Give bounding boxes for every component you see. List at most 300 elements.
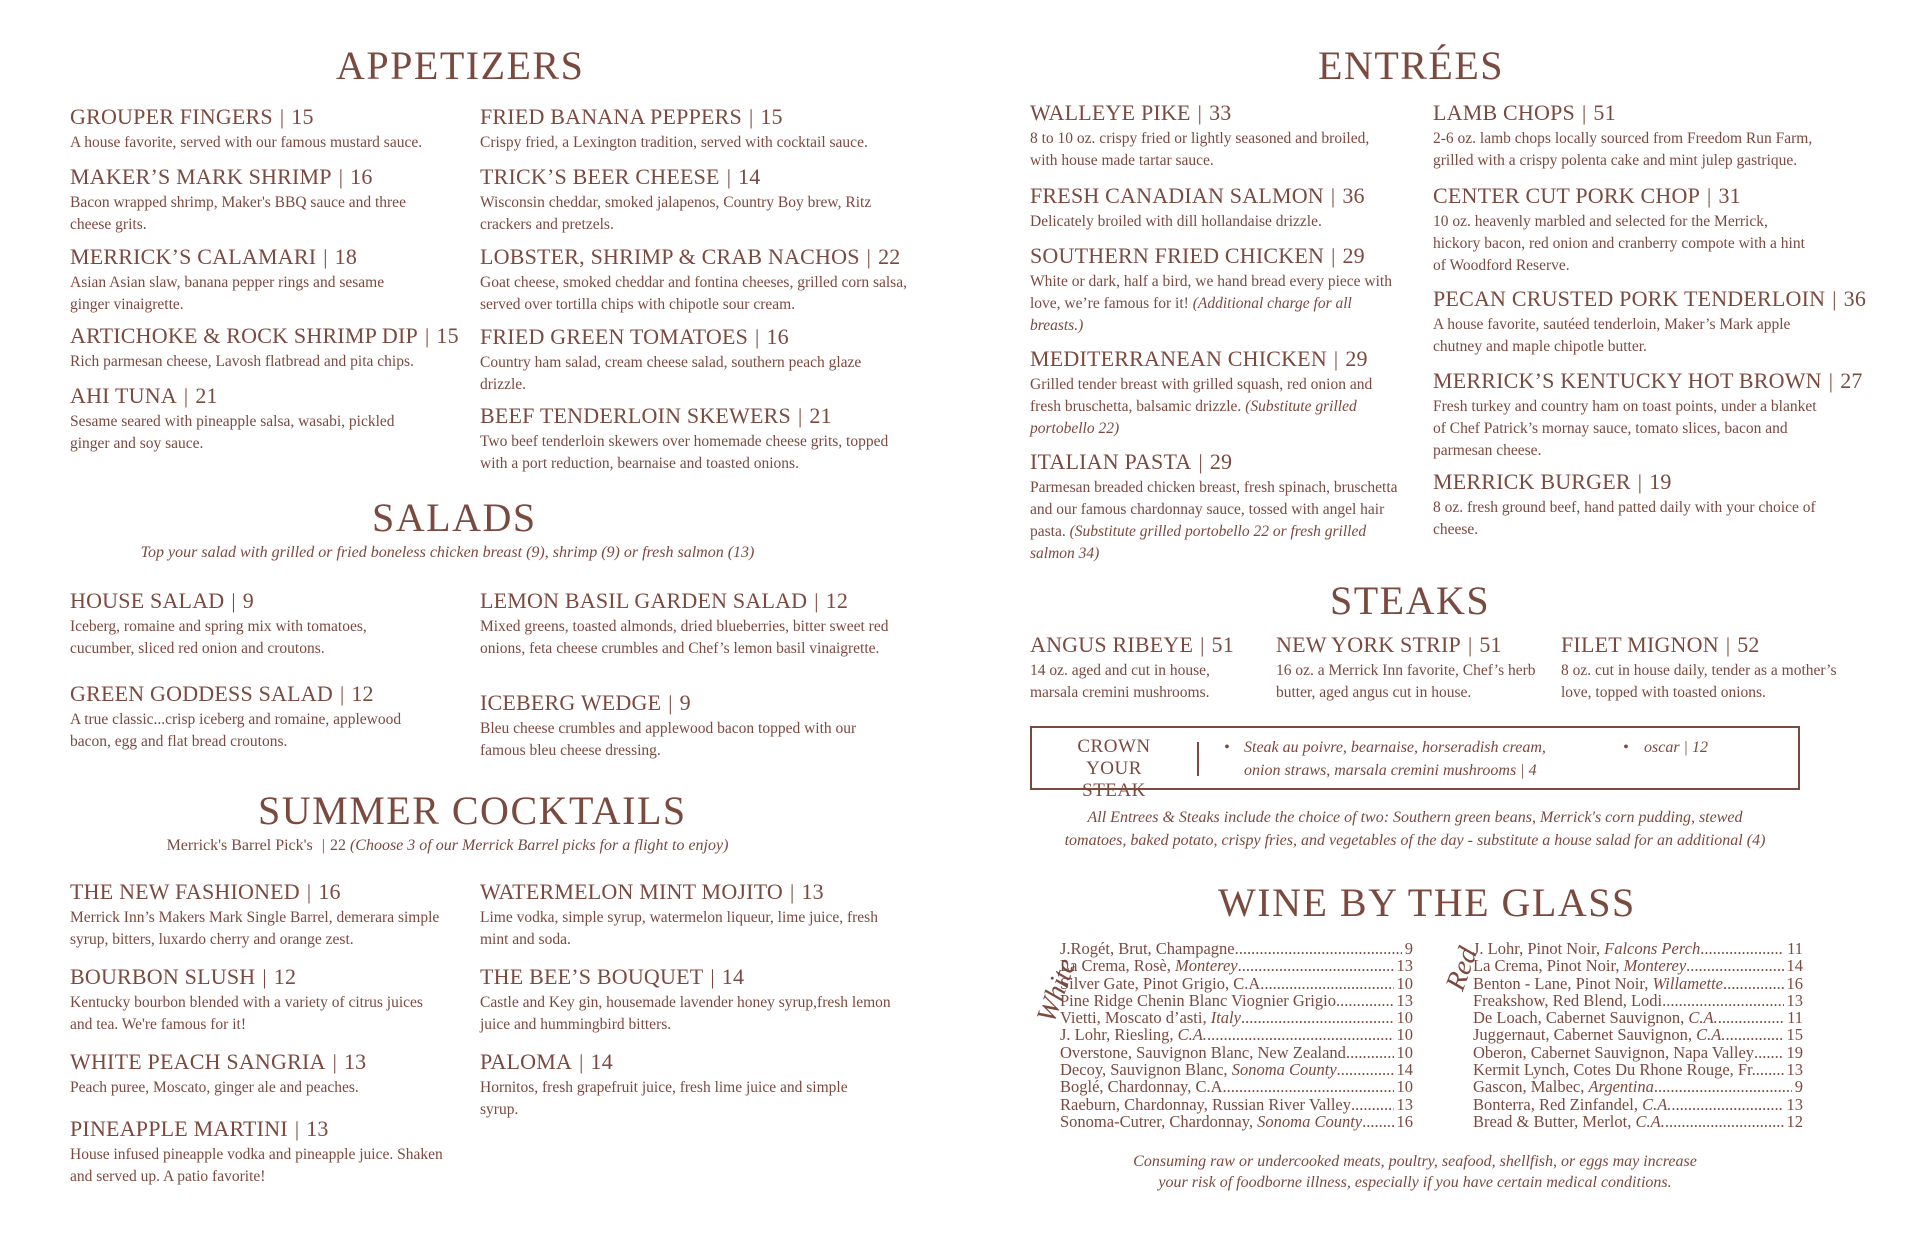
wine-leader-dots [1346,1044,1394,1061]
wine-price: 13 [1396,1094,1413,1114]
menu-item-price: 19 [1649,469,1672,494]
sides-note-line-2: tomatoes, baked potato, crispy fries, and vegetables of the day - substitute a house salad for an additional (4) [1064,832,1766,849]
wine-red-row [1473,1078,1803,1095]
wine-name: Silver Gate, Pinot Grigio, C.A. [1060,973,1265,993]
wine-name: Vietti, Moscato d’asti, Italy [1060,1008,1241,1028]
menu-item-description-text: 2-6 oz. lamb chops locally sourced from Freedom Run Farm, grilled with a crispy polenta cake and mint julep gastrique. [1433,130,1813,169]
menu-item-description-text: A house favorite, served with our famous mustard sauce. [70,134,423,151]
menu-item-price: 14 [590,1049,613,1074]
entrees-menu-item [1030,346,1400,440]
price-separator: | [814,589,819,613]
menu-item-description [1030,128,1400,172]
appetizers-menu-item [70,383,410,455]
menu-item-description-text: Lime vodka, simple syrup, watermelon liqueur, lime juice, fresh mint and soda. [480,909,878,948]
menu-item-description [1433,128,1833,172]
menu-item-heading [70,681,410,707]
menu-item-heading [1433,286,1867,312]
wine-white-row [1060,940,1413,957]
barrel-pick-sep: | [321,837,325,854]
wine-red-row [1473,957,1803,974]
menu-item-description-text: Parmesan breaded chicken breast, fresh spinach, bruschetta and our famous chardonnay sauce, tossed with angel hair pasta. [1030,479,1398,540]
wine-region: Willamette [1652,973,1724,993]
wine-price: 13 [1396,990,1413,1010]
menu-item-name: WALLEYE PIKE [1030,100,1191,125]
menu-item-description-text: Kentucky bourbon blended with a variety of citrus juices and tea. We're famous for it! [70,994,423,1033]
menu-item-description [70,616,410,660]
wine-leader-dots [1207,1026,1394,1043]
menu-item-description-text: Two beef tenderloin skewers over homemade cheese grits, topped with a port reduction, bearnaise and toasted onions. [480,433,889,472]
menu-item-heading [70,588,410,614]
menu-item-description-text: Peach puree, Moscato, ginger ale and peaches. [70,1079,359,1096]
wine-red-row [1473,1096,1803,1113]
menu-item-name: PINEAPPLE MARTINI [70,1116,288,1141]
menu-item-description [480,192,890,236]
menu-item-description-text: Iceberg, romaine and spring mix with tomatoes, cucumber, sliced red onion and croutons. [70,618,367,657]
crown-option-1-line-2: onion straws, marsala cremini mushrooms | 4 [1244,762,1537,779]
wine-leader-dots [1264,975,1393,992]
steaks-menu-item [1030,632,1260,704]
wine-red-row [1473,1044,1803,1061]
menu-item-price: 33 [1209,100,1232,125]
price-separator: | [710,965,715,989]
wine-region: C.A. [1177,1025,1207,1045]
entrees-menu-item [1433,368,1863,462]
price-separator: | [1725,633,1731,657]
menu-item-description [1030,660,1260,704]
wine-name: Kermit Lynch, Cotes Du Rhone Rouge, Fr. [1473,1060,1756,1080]
wine-white-row [1060,1044,1413,1061]
menu-item-price: 21 [195,383,218,408]
price-separator: | [1637,470,1643,494]
menu-item-description [70,411,410,455]
wine-white-row [1060,975,1413,992]
menu-item-heading [480,1049,880,1075]
price-separator: | [332,1050,337,1074]
disclaimer-line-1: Consuming raw or undercooked meats, poultry, seafood, shellfish, or eggs may increase [1133,1153,1697,1170]
menu-item-price: 14 [738,164,761,189]
menu-item-name: THE BEE’S BOUQUET [480,964,704,989]
wine-leader-dots [1336,992,1394,1009]
menu-item-heading [1030,346,1400,372]
crown-option-2: oscar | 12 [1644,739,1708,756]
barrel-pick-name: Merrick's Barrel Pick's [166,837,313,854]
wine-name: Pine Ridge Chenin Blanc Viognier Grigio [1060,990,1336,1010]
wine-title: WINE BY THE GLASS [1218,880,1636,925]
price-separator: | [1197,101,1203,125]
price-separator: | [323,245,328,269]
crown-label-line-2: YOUR STEAK [1082,758,1146,801]
menu-item-name: FILET MIGNON [1561,632,1719,657]
price-separator: | [1707,184,1712,208]
menu-item-price: 18 [334,244,358,269]
menu-item-price: 15 [436,323,459,348]
appetizers-menu-item [480,244,910,316]
wine-region: Argentina [1588,1077,1654,1097]
wine-name: J.Rogét, Brut, Champagne [1060,939,1235,958]
menu-item-price: 13 [343,1049,367,1074]
menu-item-price: 52 [1737,632,1760,657]
cocktails-title: SUMMER COCKTAILS [258,788,687,833]
wine-region: C.A. [1642,1094,1672,1114]
menu-item-name: PECAN CRUSTED PORK TENDERLOIN [1433,286,1826,311]
menu-item-description [480,352,880,396]
wine-leader-dots [1235,940,1402,957]
price-separator: | [1333,347,1339,371]
wine-price: 13 [1396,956,1413,976]
menu-item-name: GROUPER FINGERS [70,104,273,129]
crown-label [1054,736,1174,802]
price-separator: | [755,325,760,349]
cocktails-menu-item [70,964,430,1036]
wine-region: Italy [1210,1008,1241,1028]
wine-red-row [1473,1009,1803,1026]
menu-item-price: 13 [306,1116,329,1141]
appetizers-menu-item [70,323,460,373]
salads-title: SALADS [372,495,537,540]
sides-note [1020,806,1810,852]
menu-item-price: 51 [1479,632,1502,657]
menu-item-name: ITALIAN PASTA [1030,449,1192,474]
wine-leader-dots [1718,1009,1784,1026]
menu-item-description [70,992,430,1036]
menu-item-heading [70,1049,430,1075]
wine-name: Freakshow, Red Blend, Lodi [1473,990,1663,1010]
wine-price: 16 [1786,973,1803,993]
barrel-pick-note: (Choose 3 of our Merrick Barrel picks for a flight to enjoy) [349,837,729,854]
menu-item-price: 16 [766,324,789,349]
menu-item-name: SOUTHERN FRIED CHICKEN [1030,243,1325,268]
wine-price: 15 [1786,1025,1803,1045]
barrel-pick-price: 22 [329,837,346,854]
menu-item-description [480,431,910,475]
wine-leader-dots [1726,1026,1784,1043]
salads-menu-item [480,690,880,762]
wine-white-row [1060,1078,1413,1095]
wine-white-list [1060,940,1413,1130]
menu-item-heading [480,690,880,716]
menu-item-description [1030,477,1400,565]
wine-leader-dots [1227,1078,1394,1095]
menu-item-price: 22 [878,244,901,269]
menu-item-description-text: Fresh turkey and country ham on toast points, under a blanket of Chef Patrick’s mornay sauce, tomato slices, bacon and parmesan cheese. [1433,398,1817,459]
steaks-menu-item [1561,632,1861,704]
wine-red-row [1473,975,1803,992]
menu-item-heading [1030,183,1400,209]
wine-name: Decoy, Sauvignon Blanc, Sonoma County [1060,1060,1337,1080]
menu-item-heading [480,324,880,350]
wine-white-row [1060,1009,1413,1026]
wine-white-row [1060,1113,1413,1130]
menu-item-description-text: 8 oz. fresh ground beef, hand patted daily with your choice of cheese. [1433,499,1816,538]
wine-region: Monterey [1623,956,1687,976]
wine-leader-dots [1241,1009,1394,1026]
menu-item-price: 9 [679,690,691,715]
menu-item-name: NEW YORK STRIP [1276,632,1461,657]
price-separator: | [668,691,673,715]
menu-item-description-text: Delicately broiled with dill hollandaise drizzle. [1030,213,1322,230]
menu-item-price: 9 [242,588,254,613]
menu-item-heading [1030,449,1400,475]
menu-item-name: MERRICK’S KENTUCKY HOT BROWN [1433,368,1822,393]
salads-menu-item [480,588,890,660]
menu-item-price: 21 [809,403,832,428]
price-separator: | [1832,287,1837,311]
menu-item-name: FRESH CANADIAN SALMON [1030,183,1324,208]
menu-item-price: 16 [318,879,341,904]
price-separator: | [1330,184,1336,208]
menu-item-description [480,132,910,154]
price-separator: | [726,165,732,189]
wine-leader-dots [1238,957,1394,974]
price-separator: | [338,165,344,189]
menu-item-heading [480,244,910,270]
wine-name: Bonterra, Red Zinfandel, C.A. [1473,1094,1672,1114]
menu-item-description-note: (Substitute grilled portobello 22 or fresh grilled salmon 34) [1030,523,1367,562]
menu-item-heading [480,104,910,130]
entrees-menu-item [1030,243,1400,337]
price-separator: | [1467,633,1473,657]
price-separator: | [262,965,267,989]
menu-item-description [70,1144,450,1188]
menu-item-price: 13 [801,879,824,904]
salads-menu-item [70,681,410,753]
menu-item-heading [1433,100,1833,126]
wine-white-row [1060,957,1413,974]
wine-region: C.A. [1635,1111,1665,1131]
menu-item-price: 29 [1209,449,1233,474]
menu-item-heading [480,403,910,429]
menu-item-description [70,907,450,951]
wine-name: Boglé, Chardonnay, C.A. [1060,1077,1227,1097]
salads-note: Top your salad with grilled or fried boneless chicken breast (9), shrimp (9) or fresh salmon (13) [140,544,755,561]
crown-your-steak-box [1030,726,1800,801]
menu-item-description-text: A house favorite, sautéed tenderloin, Maker’s Mark apple chutney and maple chipotle butter. [1433,316,1791,355]
wine-leader-dots [1654,1078,1792,1095]
menu-item-description [1030,211,1400,233]
menu-item-description [70,1077,430,1099]
wine-leader-dots [1700,940,1784,957]
wine-leader-dots [1723,975,1783,992]
menu-item-name: PALOMA [480,1049,573,1074]
menu-item-price: 51 [1211,632,1234,657]
wine-region: C.A. [1688,1008,1718,1028]
menu-item-heading [1030,632,1260,658]
menu-item-description-text: White or dark, half a bird, we hand bread every piece with love, we’re famous for it! [1030,273,1392,312]
wine-name: La Crema, Pinot Noir, Monterey [1473,956,1687,976]
menu-item-description-text: Rich parmesan cheese, Lavosh flatbread and pita chips. [70,353,414,370]
appetizers-menu-item [480,403,910,475]
entrees-title: ENTRÉES [1318,43,1505,88]
wine-price: 9 [1794,1077,1803,1097]
entrees-menu-item [1433,286,1867,358]
wine-region: Sonoma County [1257,1111,1363,1131]
crown-bullet-2: • [1623,739,1629,756]
wine-price: 10 [1396,1025,1413,1045]
menu-item-description-text: Goat cheese, smoked cheddar and fontina cheeses, grilled corn salsa, served over tortilla chips with chipotle sour cream. [480,274,907,313]
appetizers-menu-item [480,324,880,396]
wine-name: Sonoma-Cutrer, Chardonnay, Sonoma County [1060,1111,1363,1131]
menu-item-heading [1433,469,1833,495]
menu-item-price: 51 [1593,100,1616,125]
wine-price: 14 [1786,956,1803,976]
price-separator: | [1198,450,1203,474]
menu-item-name: ANGUS RIBEYE [1030,632,1194,657]
price-separator: | [231,589,236,613]
steaks-menu-item [1276,632,1546,704]
wine-name: Raeburn, Chardonnay, Russian River Valley [1060,1094,1351,1114]
menu-item-name: THE NEW FASHIONED [70,879,300,904]
price-separator: | [279,105,285,129]
menu-item-name: FRIED GREEN TOMATOES [480,324,749,349]
wine-leader-dots [1351,1096,1394,1113]
price-separator: | [866,245,872,269]
menu-item-heading [70,383,410,409]
wine-region: Monterey [1175,956,1238,976]
wine-white-label: White [1031,954,1083,1027]
crown-label-line-1: CROWN [1077,736,1151,757]
menu-item-description-text: House infused pineapple vodka and pineapple juice. Shaken and served up. A patio favorite! [70,1146,443,1185]
foodborne-disclaimer [1040,1151,1790,1193]
menu-item-heading [1433,368,1863,394]
cocktails-menu-item [70,879,450,951]
menu-item-heading [480,588,890,614]
menu-item-description-text: 8 to 10 oz. crispy fried or lightly seasoned and broiled, with house made tartar sauce. [1030,130,1370,169]
cocktails-menu-item [480,1049,880,1121]
menu-item-heading [480,879,910,905]
menu-item-heading [480,964,900,990]
menu-item-description-text: 8 oz. cut in house daily, tender as a mother’s love, topped with toasted onions. [1561,662,1837,701]
menu-item-name: MERRICK BURGER [1433,469,1631,494]
wine-white-row [1060,1096,1413,1113]
menu-item-description [480,616,890,660]
menu-item-description [1276,660,1546,704]
menu-item-description [1433,396,1833,462]
menu-item-description-note: (Substitute grilled portobello 22) [1030,398,1357,437]
menu-item-name: WATERMELON MINT MOJITO [480,879,784,904]
menu-item-price: 15 [291,104,314,129]
price-separator: | [748,105,754,129]
menu-item-description-note: (Additional charge for all breasts.) [1030,295,1352,334]
wine-region: Sonoma County [1231,1060,1337,1080]
cocktails-menu-item [480,879,910,951]
menu-item-price: 15 [760,104,783,129]
wine-price: 13 [1786,1094,1803,1114]
wine-name: Juggernaut, Cabernet Sauvignon, C.A. [1473,1025,1726,1045]
price-separator: | [790,880,795,904]
cocktails-menu-item [70,1116,450,1188]
menu-item-name: LAMB CHOPS [1433,100,1575,125]
wine-price: 10 [1396,973,1413,993]
wine-name: Benton - Lane, Pinot Noir, Willamette [1473,973,1724,993]
price-separator: | [1200,633,1205,657]
crown-option-1 [1244,736,1546,782]
menu-item-description-text: A true classic...crisp iceberg and romaine, applewood bacon, egg and flat bread croutons. [70,711,402,750]
crown-divider [1197,742,1199,776]
wine-leader-dots [1665,1113,1784,1130]
price-separator: | [424,324,430,348]
menu-item-description [70,351,460,373]
wine-leader-dots [1662,992,1783,1009]
wine-leader-dots [1671,1096,1783,1113]
menu-item-name: LEMON BASIL GARDEN SALAD [480,588,808,613]
menu-item-heading [70,244,410,270]
appetizers-menu-item [70,244,410,316]
menu-item-description-text: Grilled tender breast with grilled squash, red onion and fresh bruschetta, balsamic drizzle. [1030,376,1373,415]
wine-red-label: Red [1440,943,1485,995]
wine-name: Overstone, Sauvignon Blanc, New Zealand [1060,1042,1346,1062]
menu-item-description [1433,497,1833,541]
wine-name: De Loach, Cabernet Sauvignon, C.A. [1473,1008,1718,1028]
wine-red-row [1473,1061,1803,1078]
menu-item-name: TRICK’S BEER CHEESE [480,164,720,189]
wine-leader-dots [1754,1044,1783,1061]
menu-item-price: 14 [721,964,745,989]
entrees-menu-item [1433,183,1813,277]
menu-item-description [70,709,410,753]
menu-item-description [1561,660,1861,704]
wine-name: Bread & Butter, Merlot, C.A. [1473,1111,1665,1131]
menu-item-description [480,718,880,762]
price-separator: | [306,880,312,904]
menu-item-description [70,192,430,236]
wine-red-row [1473,1026,1803,1043]
menu-item-price: 12 [825,588,849,613]
menu-item-description [1433,211,1813,277]
menu-item-name: MERRICK’S CALAMARI [70,244,317,269]
wine-leader-dots [1337,1061,1394,1078]
wine-red-row [1473,1113,1803,1130]
menu-item-heading [70,323,460,349]
menu-item-price: 12 [351,681,374,706]
wine-name: Oberon, Cabernet Sauvignon, Napa Valley [1473,1042,1755,1062]
wine-leader-dots [1756,1061,1784,1078]
price-separator: | [1581,101,1587,125]
appetizers-menu-item [70,164,430,236]
menu-item-name: BOURBON SLUSH [70,964,256,989]
menu-item-heading [70,104,460,130]
menu-item-description [1030,271,1400,337]
entrees-menu-item [1433,100,1833,172]
menu-item-description-text: Hornitos, fresh grapefruit juice, fresh lime juice and simple syrup. [480,1079,848,1118]
appetizers-menu-item [480,164,890,236]
crown-bullet-1: • [1224,739,1230,756]
menu-item-heading [1030,100,1400,126]
wine-white-row [1060,992,1413,1009]
wine-price: 12 [1786,1111,1803,1131]
barrel-pick-line [60,835,835,857]
appetizers-menu-item [480,104,910,154]
disclaimer-line-2: your risk of foodborne illness, especially if you have certain medical conditions. [1158,1174,1672,1191]
menu-item-description-text: Bacon wrapped shrimp, Maker's BBQ sauce and three cheese grits. [70,194,406,233]
wine-price: 13 [1786,990,1803,1010]
wine-price: 10 [1396,1008,1413,1028]
menu-item-description-text: Wisconsin cheddar, smoked jalapenos, Country Boy brew, Ritz crackers and pretzels. [480,194,872,233]
wine-price: 16 [1396,1111,1413,1131]
menu-item-price: 31 [1718,183,1741,208]
menu-item-description-text: 16 oz. a Merrick Inn favorite, Chef’s herb butter, aged angus cut in house. [1276,662,1536,701]
wine-white-row [1060,1026,1413,1043]
menu-item-name: LOBSTER, SHRIMP & CRAB NACHOS [480,244,860,269]
menu-item-description [480,907,910,951]
wine-price: 19 [1786,1042,1803,1062]
menu-item-price: 36 [1342,183,1365,208]
menu-item-description-text: Bleu cheese crumbles and applewood bacon topped with our famous bleu cheese dressing. [480,720,857,759]
menu-item-description-text: Country ham salad, cream cheese salad, southern peach glaze drizzle. [480,354,862,393]
entrees-menu-item [1433,469,1833,541]
cocktails-menu-item [480,964,900,1036]
wine-price: 13 [1786,1060,1803,1080]
wine-red-row [1473,940,1803,957]
